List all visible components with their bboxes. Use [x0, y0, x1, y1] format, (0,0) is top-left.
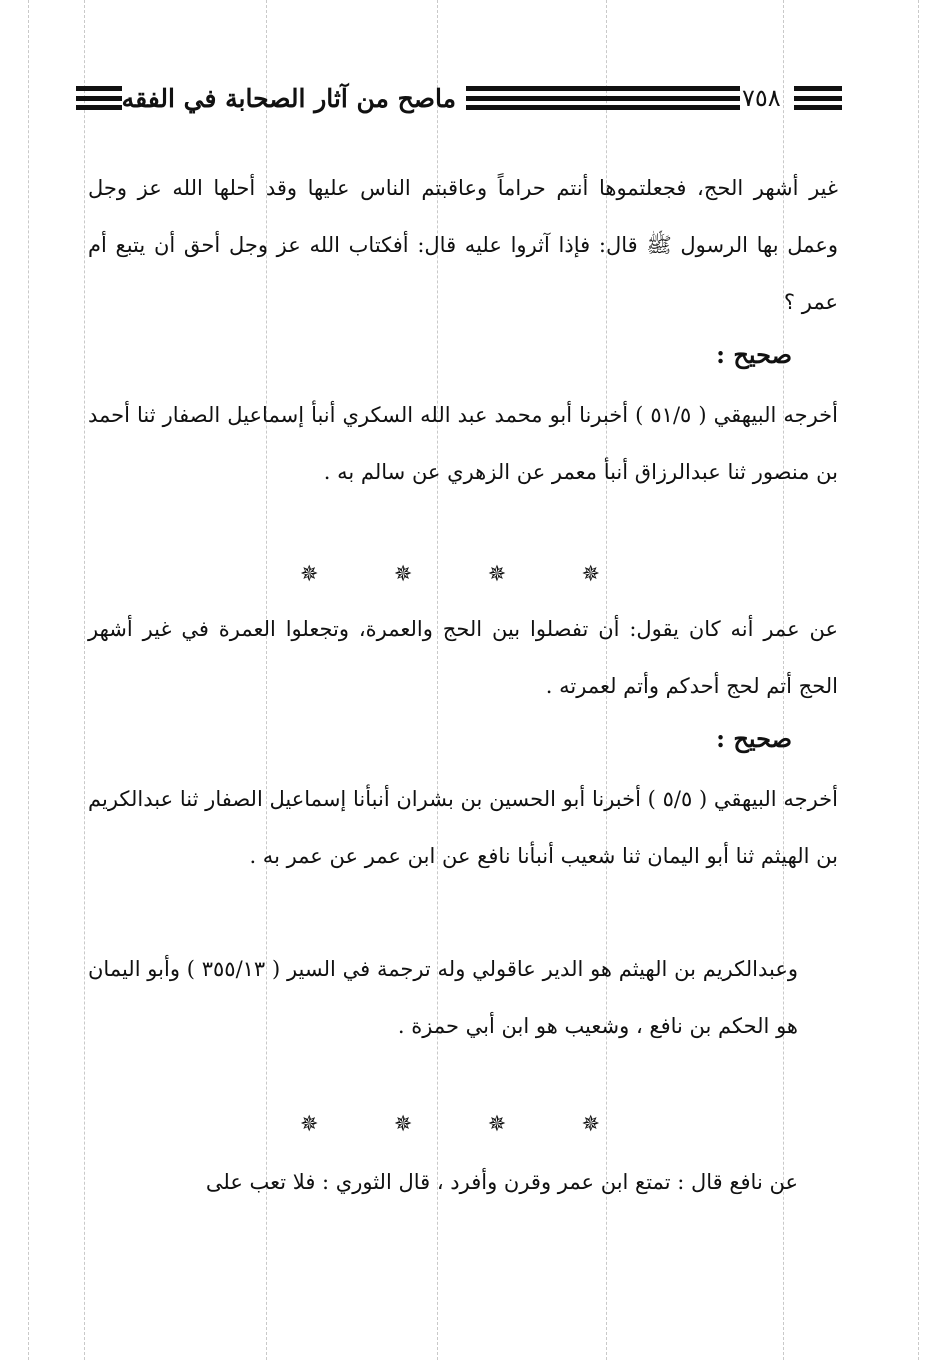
- page-number: ٧٥٨: [742, 84, 781, 112]
- header-rule-middle: [466, 86, 740, 110]
- separator-stars-2: [300, 1112, 600, 1137]
- star-icon: ✵: [487, 1112, 507, 1137]
- star-icon: ✵: [393, 1112, 413, 1137]
- guide-line: [28, 0, 29, 1360]
- star-icon: ✵: [581, 1112, 600, 1137]
- paragraph-3: عن عمر أنه كان يقول: أن تفصلوا بين الحج والعمرة، وتجعلوا العمرة في غير أشهر الحج أتم لحج أحدكم وأتم لعمرته .: [88, 617, 838, 698]
- separator-stars-1: [300, 562, 600, 587]
- star-icon: ✵: [300, 562, 319, 587]
- section-heading-sahih-2: صحيح :: [716, 724, 792, 753]
- header-rule-left: [76, 86, 122, 110]
- paragraph-6: عن نافع قال : تمتع ابن عمر وقرن وأفرد ، قال الثوري : فلا تعب على: [205, 1170, 798, 1194]
- paragraph-1: غير أشهر الحج، فجعلتموها أنتم حراماً وعاقبتم الناس عليها وقد أحلها الله عز وجل وعمل بها الرسول ﷺ قال: فإذا آثروا عليه قال: أفكتاب الله عز وجل أحق أن يتبع أم عمر ؟: [88, 176, 838, 314]
- page-header: [70, 82, 846, 116]
- star-icon: ✵: [300, 1112, 319, 1137]
- star-icon: ✵: [487, 562, 507, 587]
- guide-line: [918, 0, 919, 1360]
- header-title: ماصح من آثار الصحابة في الفقه: [121, 84, 456, 113]
- guide-line: [84, 0, 85, 1360]
- paragraph-4: أخرجه البيهقي ( ٥/٥ ) أخبرنا أبو الحسين بن بشران أنبأنا إسماعيل الصفار ثنا عبدالكريم بن الهيثم ثنا أبو اليمان ثنا شعيب أنبأنا نافع عن ابن عمر عن عمر به .: [88, 787, 838, 868]
- paragraph-2: أخرجه البيهقي ( ٥١/٥ ) أخبرنا أبو محمد عبد الله السكري أنبأ إسماعيل الصفار ثنا أحمد بن منصور ثنا عبدالرزاق أنبأ معمر عن الزهري عن سالم به .: [88, 403, 838, 484]
- star-icon: ✵: [393, 562, 413, 587]
- section-heading-sahih-1: صحيح :: [716, 340, 792, 369]
- header-rule-right: [794, 86, 842, 110]
- star-icon: ✵: [581, 562, 600, 587]
- paragraph-5: وعبدالكريم بن الهيثم هو الدير عاقولي وله ترجمة في السير ( ٣٥٥/١٣ ) وأبو اليمان هو الحكم بن نافع ، وشعيب هو ابن أبي حمزة .: [88, 957, 799, 1038]
